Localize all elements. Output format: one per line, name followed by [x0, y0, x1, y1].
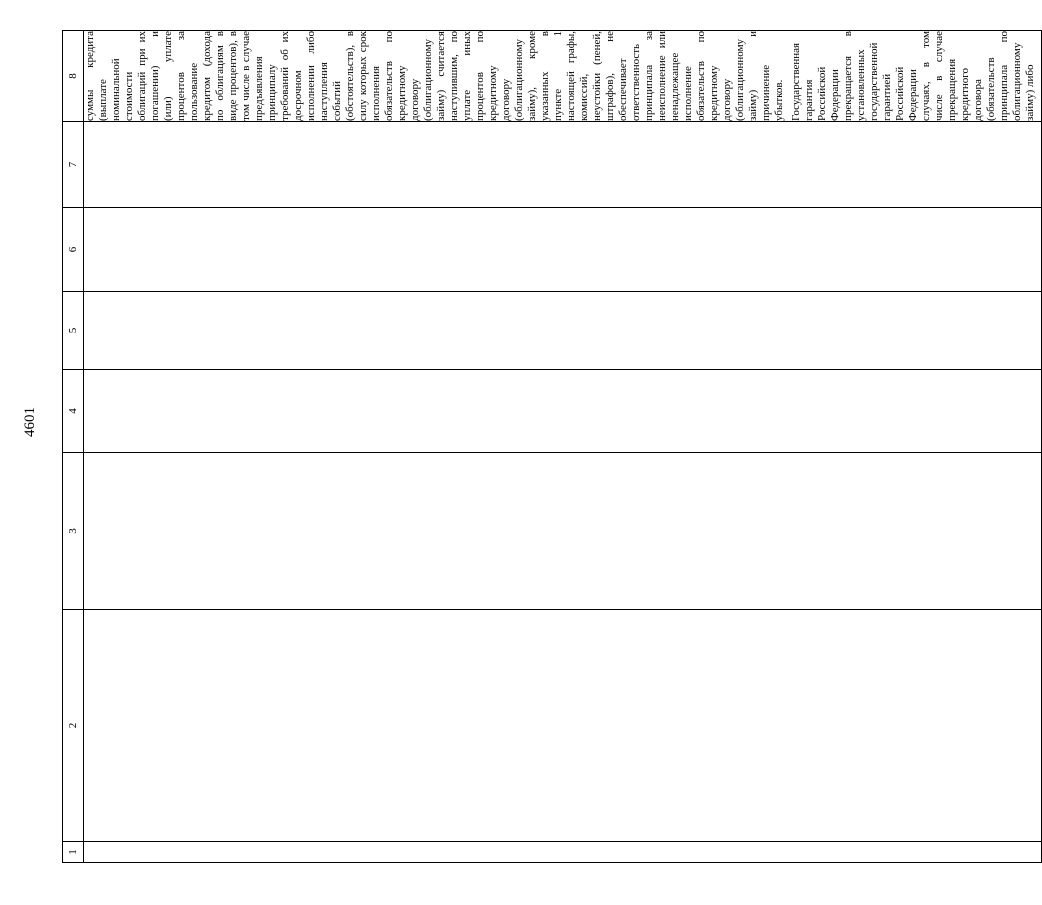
column-number-row: [63, 31, 84, 863]
cell-col-7: [84, 122, 1042, 208]
column-number-7: 7: [63, 122, 84, 208]
document-table: [62, 30, 1042, 863]
page-number: 4601: [22, 407, 38, 437]
table-row: [84, 31, 1042, 863]
cell-col-1: [84, 842, 1042, 863]
cell-col-6: [84, 208, 1042, 292]
column-number-5: 5: [63, 292, 84, 370]
column-number-8: 8: [63, 31, 84, 122]
cell-col-3: [84, 453, 1042, 610]
column-number-6: 6: [63, 208, 84, 292]
column-number-4: 4: [63, 370, 84, 453]
cell-col-2: [84, 610, 1042, 842]
cell-col-4: [84, 370, 1042, 453]
cell-col-5: [84, 292, 1042, 370]
rotated-page-content: [62, 31, 1036, 863]
cell-col-8: [84, 31, 1042, 122]
column-number-2: 2: [63, 610, 84, 842]
column-8-paragraph: суммы кредита (выплате номинальной стоимости облигаций при их погашении) и (или) уплате процентов за пользование кредитом (дохода по облигациям в виде процентов), в том числе в случае предъявления принципалу требований об их досрочном исполнении либо наступления событий (обстоятельств), в силу которых срок исполнения обязательств по кредитному договору (облигационному займу) считается наступившим, по уплате иных процентов по кредитному договору (облигационному займу), кроме указанных в пункте 1 настоящей графы, комиссий, неустойки (пеней, штрафов), не обеспечивает ответственность принципала за неисполнение или ненадлежащее исполнение обязательств по кредитному договору (облигационному займу) и причинение убытков.: [84, 31, 785, 121]
column-number-3: 3: [63, 453, 84, 610]
column-8-paragraph: Государственная гарантия Российской Федерации прекращается в установленных государственной гарантией Российской Федерации случаях, в том числе в случае прекращения кредитного договора (обязательств принципала по облигационному займу) либо: [790, 31, 1036, 121]
column-number-1: 1: [63, 842, 84, 863]
